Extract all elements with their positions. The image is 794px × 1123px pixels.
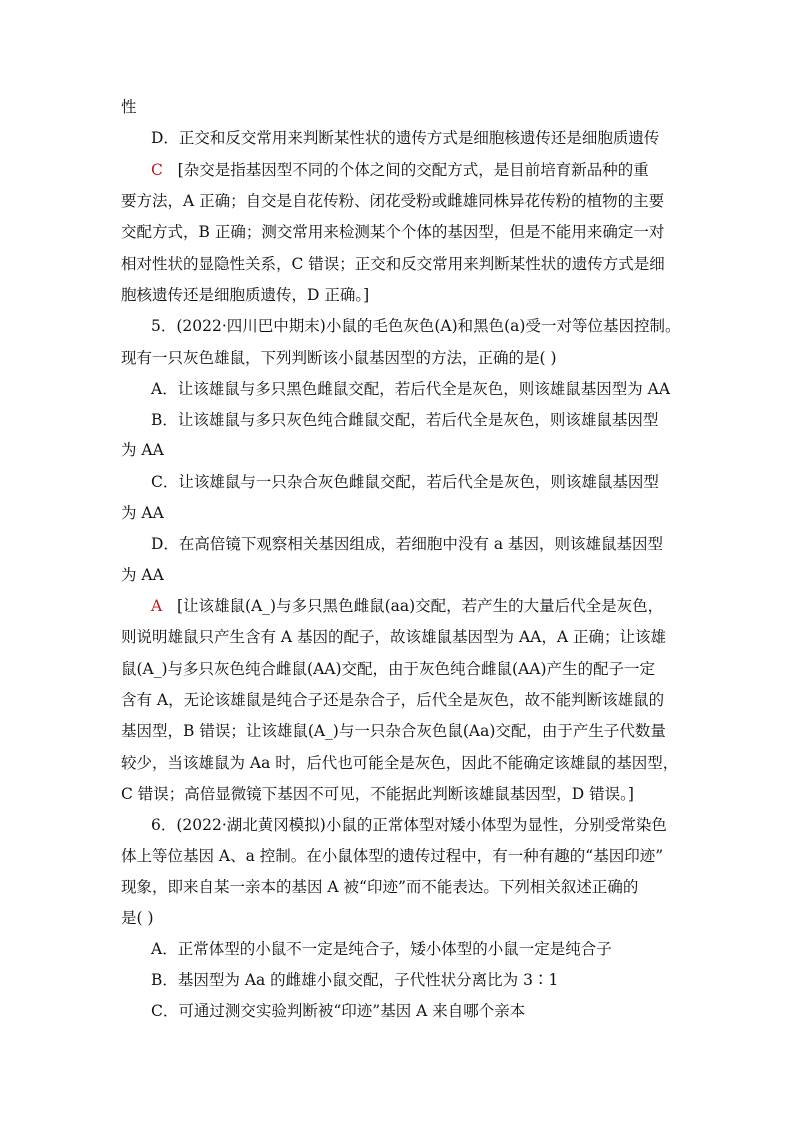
q6-stem-line: 体上等位基因 A、a 控制。在小鼠体型的遗传过程中，有一种有趣的“基因印迹” — [121, 847, 664, 865]
prev-option-d: D．正交和反交常用来判断某性状的遗传方式是细胞核遗传还是细胞质遗传 — [151, 129, 660, 147]
q5-option-c: C．让该雄鼠与一只杂合灰色雌鼠交配，若后代全是灰色，则该雄鼠基因型 — [151, 473, 659, 491]
q5-explanation-line: 则说明雄鼠只产生含有 A 基因的配子，故该雄鼠基因型为 AA，A 正确；让该雄 — [121, 628, 666, 646]
q5-explanation-line: [让该雄鼠(A_)与多只黑色雌鼠(aa)交配，若产生的大量后代全是灰色， — [176, 597, 664, 615]
prev-explanation-line: [杂交是指基因型不同的个体之间的交配方式，是目前培育新品种的重 — [177, 161, 649, 179]
q5-option-c-cont: 为 AA — [121, 504, 164, 522]
q5-stem-line: 5．(2022·四川巴中期末)小鼠的毛色灰色(A)和黑色(a)受一对等位基因控制。 — [151, 317, 681, 335]
q5-answer-letter: A — [151, 597, 163, 615]
q6-stem-line: 是( ) — [121, 909, 154, 927]
q5-option-b-cont: 为 AA — [121, 441, 164, 459]
q5-option-d-cont: 为 AA — [121, 566, 164, 584]
q5-answer-line — [151, 595, 681, 617]
q6-option-a: A．正常体型的小鼠不一定是纯合子，矮小体型的小鼠一定是纯合子 — [151, 940, 612, 958]
prev-explanation-line: 胞核遗传还是细胞质遗传，D 正确。] — [121, 286, 370, 304]
q5-option-a: A．让该雄鼠与多只黑色雌鼠交配，若后代全是灰色，则该雄鼠基因型为 AA — [151, 380, 671, 398]
q6-stem-line: 现象，即来自某一亲本的基因 A 被“印迹”而不能表达。下列相关叙述正确的 — [121, 878, 639, 896]
prev-answer-line — [151, 159, 681, 181]
q5-stem-line: 现有一只灰色雄鼠，下列判断该小鼠基因型的方法，正确的是( ) — [121, 349, 557, 367]
q5-option-d: D．在高倍镜下观察相关基因组成，若细胞中没有 a 基因，则该雄鼠基因型 — [151, 535, 664, 553]
q5-option-b: B．让该雄鼠与多只灰色纯合雌鼠交配，若后代全是灰色，则该雄鼠基因型 — [151, 411, 659, 429]
prev-explanation-line: 交配方式，B 正确；测交常用来检测某个个体的基因型，但是不能用来确定一对 — [121, 223, 665, 241]
q5-explanation-line: C 错误；高倍显微镜下基因不可见，不能据此判断该雄鼠基因型，D 错误。] — [121, 785, 634, 803]
prev-explanation-line: 要方法，A 正确；自交是自花传粉、闭花受粉或雌雄同株异花传粉的植物的主要 — [121, 192, 665, 210]
prev-question-tail: 性 — [121, 98, 137, 116]
prev-answer-letter: C — [151, 161, 163, 179]
q5-explanation-line: 含有 A，无论该雄鼠是纯合子还是杂合子，后代全是灰色，故不能判断该雄鼠的 — [121, 691, 665, 709]
q5-explanation-line: 较少，当该雄鼠为 Aa 时，后代也可能全是灰色，因此不能确定该雄鼠的基因型， — [121, 754, 679, 772]
q6-stem-line: 6．(2022·湖北黄冈模拟)小鼠的正常体型对矮小体型为显性，分别受常染色 — [151, 816, 667, 834]
prev-explanation-line: 相对性状的显隐性关系，C 错误；正交和反交常用来判断某性状的遗传方式是细 — [121, 255, 665, 273]
q5-explanation-line: 基因型，B 错误；让该雄鼠(A_)与一只杂合灰色鼠(Aa)交配，由于产生子代数量 — [121, 722, 666, 740]
q6-option-c: C．可通过测交实验判断被“印迹”基因 A 来自哪个亲本 — [151, 1002, 526, 1020]
q5-explanation-line: 鼠(A_)与多只灰色纯合雌鼠(AA)交配，由于灰色纯合雌鼠(AA)产生的配子一定 — [121, 660, 656, 678]
q6-option-b: B．基因型为 Aa 的雌雄小鼠交配，子代性状分离比为 3∶1 — [151, 971, 559, 989]
